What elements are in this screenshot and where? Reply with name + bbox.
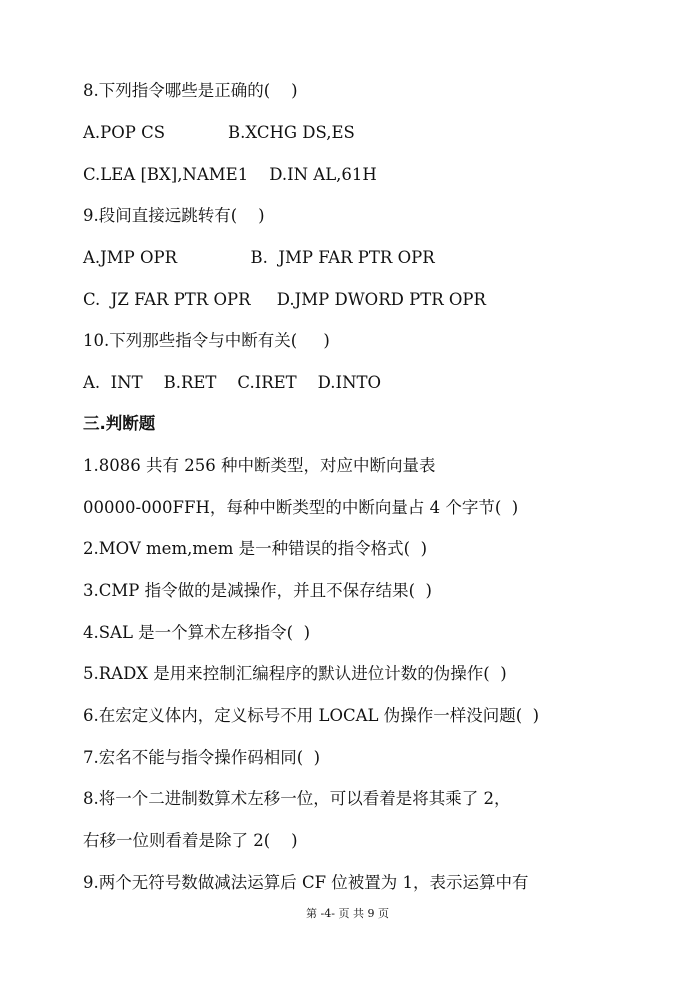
tf-item-6: 6.在宏定义体内，定义标号不用 LOCAL 伪操作一样没问题( ) bbox=[83, 706, 540, 725]
tf-item-3: 3.CMP 指令做的是减操作，并且不保存结果( ) bbox=[83, 581, 432, 600]
tf-item-4: 4.SAL 是一个算术左移指令( ) bbox=[83, 623, 311, 642]
tf-item-1-line1: 1.8086 共有 256 种中断类型，对应中断向量表 bbox=[83, 456, 436, 475]
tf-item-8-line2: 右移一位则看着是除了 2( ) bbox=[83, 831, 298, 850]
question-9-options-cd: C. JZ FAR PTR OPR D.JMP DWORD PTR OPR bbox=[83, 290, 486, 309]
question-10-options: A. INT B.RET C.IRET D.INTO bbox=[83, 373, 382, 392]
section-heading: 三.判断题 bbox=[83, 414, 156, 433]
tf-item-9-line1: 9.两个无符号数做减法运算后 CF 位被置为 1，表示运算中有 bbox=[83, 873, 529, 892]
tf-item-8-line1: 8.将一个二进制数算术左移一位，可以看着是将其乘了 2， bbox=[83, 789, 511, 808]
tf-item-7: 7.宏名不能与指令操作码相同( ) bbox=[83, 748, 321, 767]
question-8-options-cd: C.LEA [BX],NAME1 D.IN AL,61H bbox=[83, 165, 377, 184]
tf-item-1-line2: 00000-000FFH，每种中断类型的中断向量占 4 个字节( ) bbox=[83, 498, 519, 517]
question-8-options-ab: A.POP CS B.XCHG DS,ES bbox=[83, 123, 355, 142]
question-10-title: 10.下列那些指令与中断有关( ) bbox=[83, 331, 330, 350]
tf-item-2: 2.MOV mem,mem 是一种错误的指令格式( ) bbox=[83, 539, 428, 558]
question-9-options-ab: A.JMP OPR B. JMP FAR PTR OPR bbox=[83, 248, 435, 267]
tf-item-5: 5.RADX 是用来控制汇编程序的默认进位计数的伪操作( ) bbox=[83, 664, 507, 683]
question-8-title: 8.下列指令哪些是正确的( ) bbox=[83, 81, 298, 100]
page-footer: 第 -4- 页 共 9 页 bbox=[306, 907, 389, 920]
question-9-title: 9.段间直接远跳转有( ) bbox=[83, 206, 265, 225]
